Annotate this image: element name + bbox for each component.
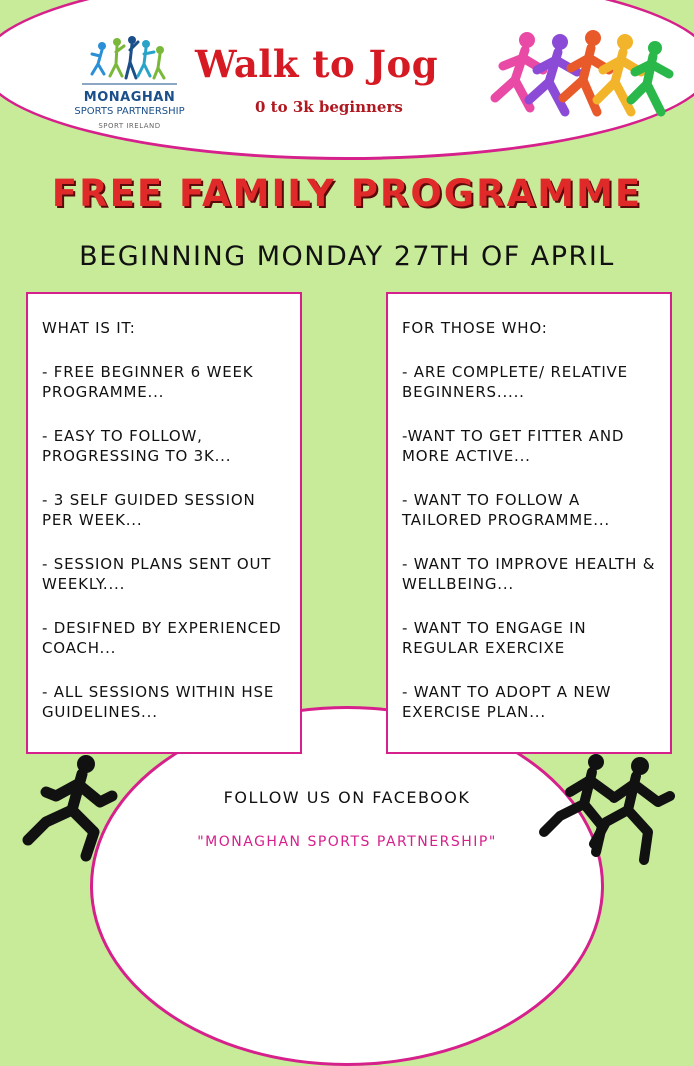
list-item: - WANT TO FOLLOW A TAILORED PROGRAMME... [402,491,610,529]
page-subtitle: 0 to 3k beginners [255,98,403,116]
list-item: - WANT TO IMPROVE HEALTH & WELLBEING... [402,555,656,593]
for-those-who-panel [386,292,672,754]
monaghan-logo [72,34,187,134]
what-is-it-panel [26,292,302,754]
sports-figures-icon [72,34,187,90]
list-item: - 3 SELF GUIDED SESSION PER WEEK... [42,491,256,529]
panel-heading: FOR THOSE WHO: [402,319,548,337]
page-title: Walk to Jog [195,42,439,86]
list-item: - WANT TO ADOPT A NEW EXERCISE PLAN... [402,683,612,721]
list-item: - FREE BEGINNER 6 WEEK PROGRAMME... [42,363,254,401]
list-item: - EASY TO FOLLOW, PROGRESSING TO 3K... [42,427,232,465]
colorful-runners-icon [485,28,685,128]
follow-facebook-text: FOLLOW US ON FACEBOOK [223,788,471,807]
list-item: - WANT TO ENGAGE IN REGULAR EXERCIXE [402,619,587,657]
list-item: - ALL SESSIONS WITHIN HSE GUIDELINES... [42,683,275,721]
list-item: - ARE COMPLETE/ RELATIVE BEGINNERS..... [402,363,628,401]
start-date: BEGINNING MONDAY 27TH OF APRIL [79,241,615,272]
panel-heading: WHAT IS IT: [42,319,136,337]
footer-circle [90,706,604,1066]
logo-name: MONAGHAN [83,90,176,105]
logo-tagline: SPORTS PARTNERSHIP [74,106,185,117]
facebook-page-name: "MONAGHAN SPORTS PARTNERSHIP" [197,834,497,850]
headline: FREE FAMILY PROGRAMME [51,172,643,215]
logo-sport-ireland: SPORT IRELAND [98,122,161,130]
list-item: - SESSION PLANS SENT OUT WEEKLY.... [42,555,272,593]
list-item: - DESIFNED BY EXPERIENCED COACH... [42,619,282,657]
list-item: -WANT TO GET FITTER AND MORE ACTIVE... [402,427,625,465]
